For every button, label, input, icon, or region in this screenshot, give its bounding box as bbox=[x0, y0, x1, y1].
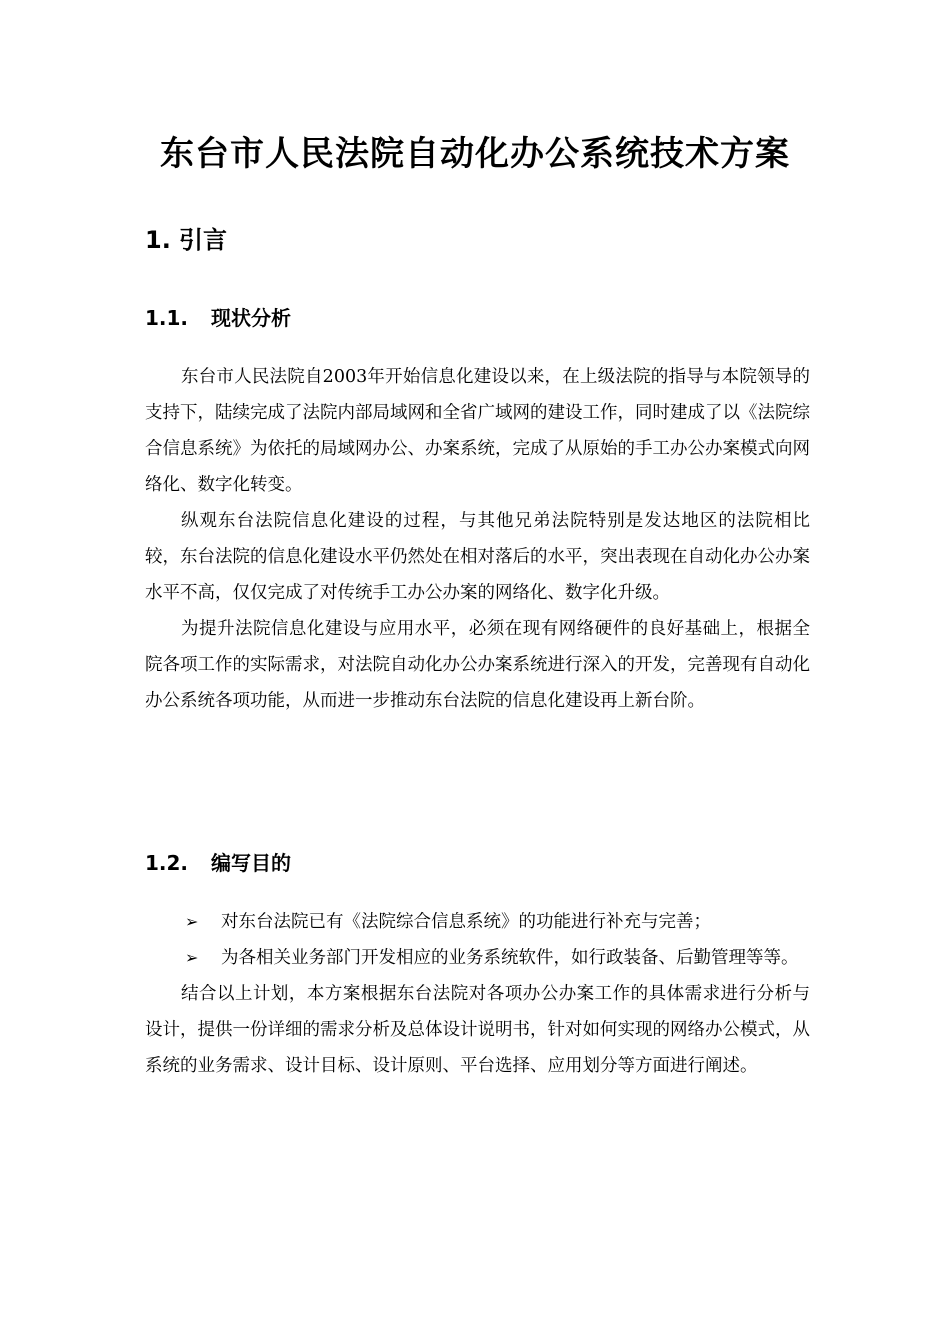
paragraph: 结合以上计划，本方案根据东台法院对各项办公办案工作的具体需求进行分析与设计，提供一份详细的需求分析及总体设计说明书，针对如何实现的网络办公模式，从系统的业务需求、设计目标、设计原则、平台选择、应用划分等方面进行阐述。 bbox=[145, 984, 810, 1076]
subsection-heading-purpose bbox=[145, 847, 291, 879]
list-item-text: 为各相关业务部门开发相应的业务系统软件，如行政装备、后勤管理等等。 bbox=[221, 948, 799, 968]
subsection-heading-status bbox=[145, 302, 291, 334]
paragraph: 为提升法院信息化建设与应用水平，必须在现有网络硬件的良好基础上，根据全院各项工作的实际需求，对法院自动化办公办案系统进行深入的开发，完善现有自动化办公系统各项功能，从而进一步推动东台法院的信息化建设再上新台阶。 bbox=[145, 619, 810, 711]
paragraph: 东台市人民法院自2003年开始信息化建设以来，在上级法院的指导与本院领导的支持下，陆续完成了法院内部局域网和全省广域网的建设工作，同时建成了以《法院综合信息系统》为依托的局域网办公、办案系统，完成了从原始的手工办公办案模式向网络化、数字化转变。 bbox=[145, 367, 810, 495]
section-title: 引言 bbox=[179, 226, 227, 254]
arrow-bullet-icon: ➢ bbox=[185, 912, 199, 931]
subsection-title: 编写目的 bbox=[211, 851, 291, 875]
subsection-number: 1.2. bbox=[145, 851, 189, 875]
status-analysis-body bbox=[145, 359, 810, 719]
document-title: 东台市人民法院自动化办公系统技术方案 bbox=[160, 134, 790, 174]
list-item bbox=[145, 940, 810, 976]
list-item-text: 对东台法院已有《法院综合信息系统》的功能进行补充与完善； bbox=[221, 912, 711, 932]
section-heading-intro bbox=[145, 220, 227, 260]
purpose-body bbox=[145, 904, 810, 1084]
purpose-list bbox=[145, 904, 810, 976]
subsection-title: 现状分析 bbox=[211, 306, 291, 330]
paragraph: 纵观东台法院信息化建设的过程，与其他兄弟法院特别是发达地区的法院相比较，东台法院的信息化建设水平仍然处在相对落后的水平，突出表现在自动化办公办案水平不高，仅仅完成了对传统手工办公办案的网络化、数字化升级。 bbox=[145, 511, 810, 603]
subsection-number: 1.1. bbox=[145, 306, 189, 330]
list-item bbox=[145, 904, 810, 940]
arrow-bullet-icon: ➢ bbox=[185, 948, 199, 967]
section-number: 1. bbox=[145, 226, 171, 254]
